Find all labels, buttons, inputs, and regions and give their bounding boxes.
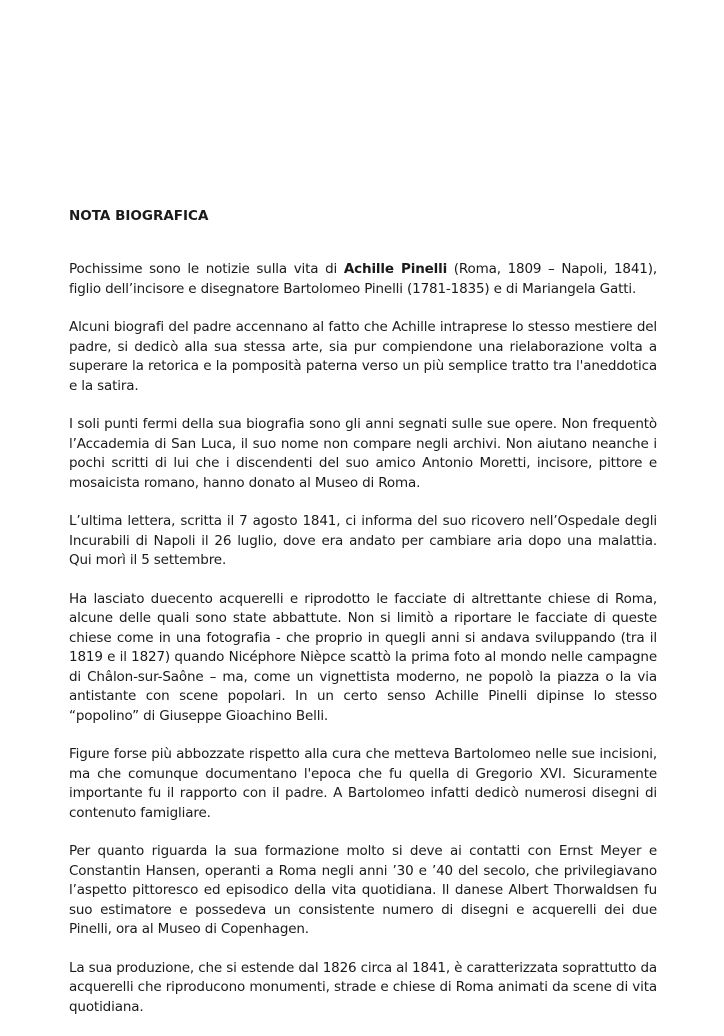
paragraph-2: I soli punti fermi della sua biografia sono gli anni segnati sulle sue opere. Non frequentò l’Accademia di San Luca, il suo nome non compare negli archivi. Non aiutano neanche i pochi scritti di lui che i discendenti del suo amico Antonio Moretti, incisore, pittore e mosaicista romano, hanno donato al Museo di Roma. (69, 416, 657, 491)
paragraph-3: L’ultima lettera, scritta il 7 agosto 1841, ci informa del suo ricovero nell’Ospedale degli Incurabili di Napoli il 26 luglio, dove era andato per cambiare aria dopo una malattia. Qui morì il 5 settembre. (69, 513, 657, 568)
paragraph-5: Figure forse più abbozzate rispetto alla cura che metteva Bartolomeo nelle sue incisioni, ma che comunque documentano l'epoca che fu quella di Gregorio XVI. Sicuramente importante fu il rapporto con il padre. A Bartolomeo infatti dedicò numerosi disegni di contenuto famigliare. (69, 746, 657, 821)
paragraph-7: La sua produzione, che si estende dal 1826 circa al 1841, è caratterizzata soprattutto da acquerelli che riproducono monumenti, strade e chiese di Roma animati da scene di vita quotidiana. (69, 959, 657, 1015)
document-title: NOTA BIOGRAFICA (69, 208, 209, 224)
subject-name: Achille Pinelli (343, 261, 448, 277)
paragraph-intro (69, 260, 657, 299)
document-page (69, 207, 657, 1036)
intro-text-before: Pochissime sono le notizie sulla vita di (69, 261, 344, 277)
paragraph-6: Per quanto riguarda la sua formazione molto si deve ai contatti con Ernst Meyer e Constantin Hansen, operanti a Roma negli anni ’30 e ’40 del secolo, che privilegiavano l’aspetto pittoresco ed episodico della vita quotidiana. Il danese Albert Thorwaldsen fu suo estimatore e possedeva un consistente numero di disegni e acquerelli dei due Pinelli, ora al Museo di Copenhagen. (69, 843, 657, 937)
intro-text-after: (Roma, 1809 – Napoli, 1841), figlio dell’incisore e disegnatore Bartolomeo Pinelli (1781-1835) e di Mariangela Gatti. (69, 261, 657, 297)
paragraph-1: Alcuni biografi del padre accennano al fatto che Achille intraprese lo stesso mestiere del padre, si dedicò alla sua stessa arte, sia pur compiendone una rielaborazione volta a superare la retorica e la pomposità paterna verso un più semplice tratto tra l'aneddotica e la satira. (69, 319, 657, 394)
paragraph-4: Ha lasciato duecento acquerelli e riprodotto le facciate di altrettante chiese di Roma, alcune delle quali sono state abbattute. Non si limitò a riportare le facciate di queste chiese come in una fotografia - che proprio in quegli anni si andava sviluppando (tra il 1819 e il 1827) quando Nicéphore Nièpce scattò la prima foto al mondo nelle campagne di Châlon-sur-Saône – ma, come un vignettista moderno, ne popolò la piazza o la via antistante con scene popolari. In un certo senso Achille Pinelli dipinse lo stesso “popolino” di Giuseppe Gioachino Belli. (69, 590, 657, 724)
